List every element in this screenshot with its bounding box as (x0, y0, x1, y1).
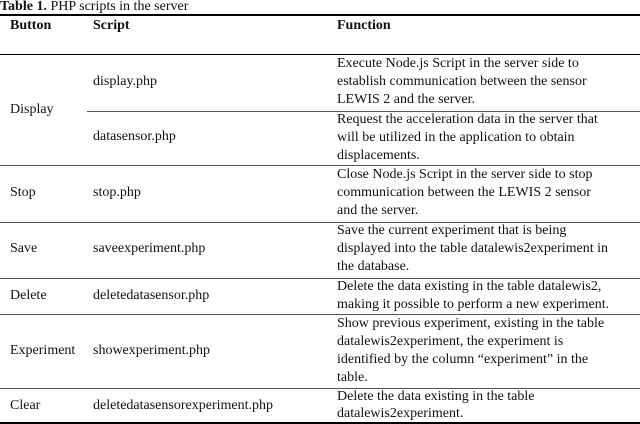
script-name: showexperiment.php (93, 343, 211, 358)
function-line: Execute Node.js Script in the server side to (337, 56, 579, 71)
caption-label: Table 1. (0, 0, 47, 14)
row-button: Clear (10, 398, 41, 413)
header-script: Script (93, 18, 130, 33)
script-name: deletedatasensorexperiment.php (93, 398, 273, 413)
script-name: deletedatasensor.php (93, 288, 210, 303)
script-name: display.php (93, 74, 158, 89)
function-line: making it possible to perform a new experiment. (337, 297, 610, 312)
function-line: displacements. (337, 148, 420, 163)
function-line: Close Node.js Script in the server side to stop (337, 167, 593, 182)
row-button: Experiment (10, 343, 76, 358)
function-line: the database. (337, 259, 410, 274)
function-line: Save the current experiment that is being (337, 223, 567, 238)
function-line: displayed into the table datalewis2experiment in (337, 241, 608, 256)
function-line: establish communication between the sensor (337, 74, 587, 89)
row-button: Stop (10, 185, 36, 200)
function-line: identified by the column “experiment” in the (337, 352, 589, 367)
script-name: datasensor.php (93, 129, 176, 144)
row-button: Save (10, 241, 38, 256)
row-button: Delete (10, 288, 47, 303)
function-line: datalewis2experiment, the experiment is (337, 334, 564, 349)
row-button: Display (10, 102, 54, 117)
table-caption (0, 0, 188, 14)
script-name: saveexperiment.php (93, 241, 206, 256)
header-function: Function (337, 18, 391, 33)
caption-text: PHP scripts in the server (46, 0, 189, 14)
function-line: LEWIS 2 and the server. (337, 92, 476, 107)
function-line: Request the acceleration data in the server that (337, 112, 598, 127)
function-line: table. (337, 370, 368, 385)
function-line: Delete the data existing in the table (337, 389, 535, 404)
script-name: stop.php (93, 185, 141, 200)
function-line: Show previous experiment, existing in the table (337, 316, 605, 331)
function-line: datalewis2experiment. (337, 406, 464, 421)
row-divider (0, 388, 640, 389)
function-line: communication between the LEWIS 2 sensor (337, 185, 591, 200)
top-rule (0, 14, 640, 16)
header-button: Button (10, 18, 52, 33)
function-line: Delete the data existing in the table datalewis2, (337, 279, 602, 294)
function-line: and the server. (337, 203, 419, 218)
function-line: will be utilized in the application to obtain (337, 130, 575, 145)
